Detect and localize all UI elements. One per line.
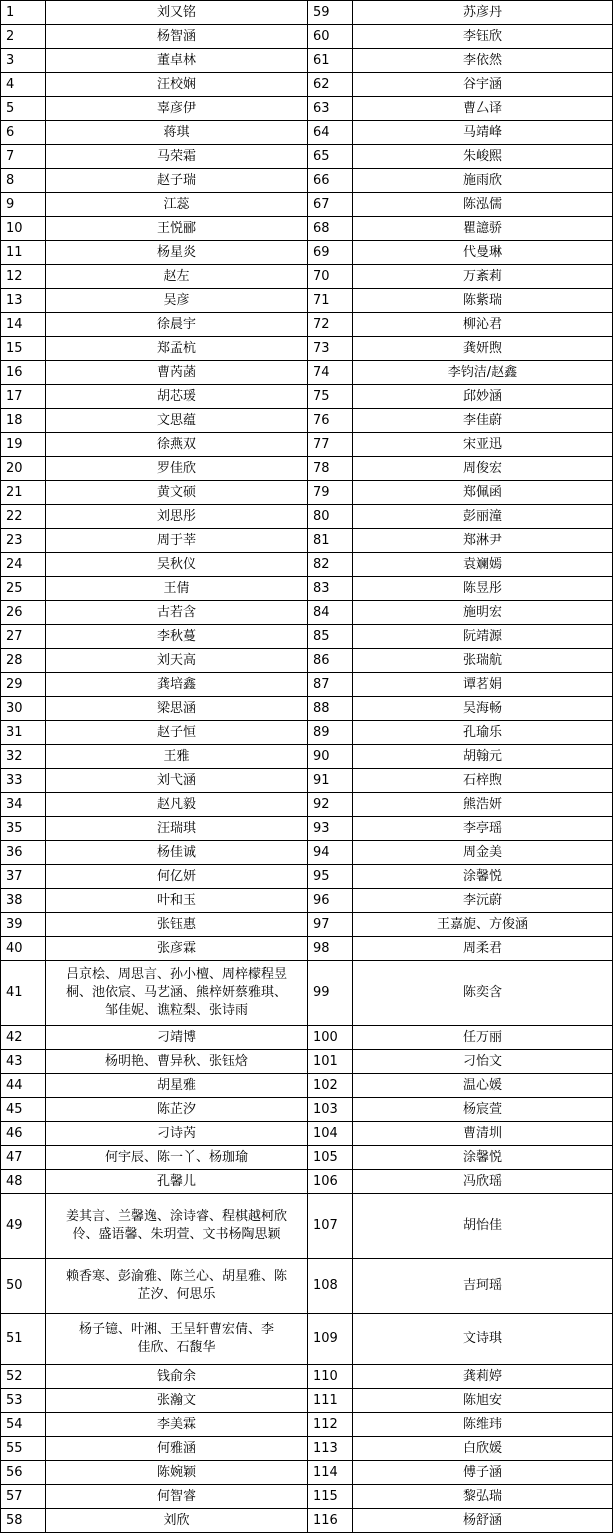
table-row [1,457,613,481]
left-number-cell: 44 [1,1074,46,1098]
left-number-cell: 7 [1,145,46,169]
right-number-cell: 109 [308,1314,353,1365]
right-name-cell: 代曼琳 [353,241,613,265]
right-number-cell: 92 [308,793,353,817]
table-row [1,1146,613,1170]
left-number-cell: 28 [1,649,46,673]
right-name-cell: 熊浩妍 [353,793,613,817]
table-row [1,97,613,121]
table-row [1,481,613,505]
table-row [1,1461,613,1485]
table-row [1,961,613,1026]
right-name-cell: 曹清圳 [353,1122,613,1146]
right-name-cell: 阮靖源 [353,625,613,649]
left-number-cell: 12 [1,265,46,289]
left-name-cell: 李秋蔓 [46,625,308,649]
right-number-cell: 60 [308,25,353,49]
left-name-cell: 蒋琪 [46,121,308,145]
right-name-cell: 石梓煦 [353,769,613,793]
left-number-cell: 4 [1,73,46,97]
table-row [1,1,613,25]
left-number-cell: 20 [1,457,46,481]
table-row [1,289,613,313]
left-number-cell: 13 [1,289,46,313]
right-name-cell: 陈奕含 [353,961,613,1026]
left-name-cell: 赵子恒 [46,721,308,745]
left-number-cell: 2 [1,25,46,49]
left-number-cell: 46 [1,1122,46,1146]
table-row [1,865,613,889]
left-name-cell: 梁思涵 [46,697,308,721]
table-row [1,145,613,169]
right-number-cell: 108 [308,1259,353,1314]
table-row [1,217,613,241]
right-number-cell: 106 [308,1170,353,1194]
right-name-cell: 周柔君 [353,937,613,961]
right-number-cell: 69 [308,241,353,265]
table-row [1,793,613,817]
right-number-cell: 103 [308,1098,353,1122]
left-number-cell: 24 [1,553,46,577]
left-number-cell: 26 [1,601,46,625]
left-name-cell: 王倩 [46,577,308,601]
table-row [1,889,613,913]
left-number-cell: 27 [1,625,46,649]
right-number-cell: 77 [308,433,353,457]
left-number-cell: 19 [1,433,46,457]
left-number-cell: 8 [1,169,46,193]
table-row [1,241,613,265]
left-number-cell: 48 [1,1170,46,1194]
left-name-cell: 罗佳欣 [46,457,308,481]
right-name-cell: 吉珂瑶 [353,1259,613,1314]
left-name-cell: 赵左 [46,265,308,289]
table-row [1,913,613,937]
left-number-cell: 3 [1,49,46,73]
left-name-cell: 钱俞余 [46,1365,308,1389]
right-name-cell: 陈旭安 [353,1389,613,1413]
left-number-cell: 49 [1,1194,46,1259]
right-number-cell: 114 [308,1461,353,1485]
table-row [1,673,613,697]
left-name-cell: 何智睿 [46,1485,308,1509]
left-number-cell: 31 [1,721,46,745]
right-number-cell: 85 [308,625,353,649]
right-name-cell: 施明宏 [353,601,613,625]
right-name-cell: 陈昱彤 [353,577,613,601]
left-name-cell: 汪瑞琪 [46,817,308,841]
left-name-cell: 陈婉颖 [46,1461,308,1485]
right-number-cell: 68 [308,217,353,241]
left-name-cell: 龚培鑫 [46,673,308,697]
right-name-cell: 杨舒涵 [353,1509,613,1533]
left-name-cell: 刘又铭 [46,1,308,25]
table-row [1,361,613,385]
table-row [1,1170,613,1194]
left-name-cell [46,1314,308,1365]
right-name-cell: 陈泓儒 [353,193,613,217]
right-name-cell: 刁怡文 [353,1050,613,1074]
right-number-cell: 65 [308,145,353,169]
right-number-cell: 86 [308,649,353,673]
left-name-cell: 孔馨儿 [46,1170,308,1194]
table-row [1,817,613,841]
left-name-cell: 郑孟杭 [46,337,308,361]
left-name-cell: 王悦郦 [46,217,308,241]
left-name-cell: 马荣霜 [46,145,308,169]
left-number-cell: 38 [1,889,46,913]
right-name-cell: 谭茗娟 [353,673,613,697]
left-name-cell: 何宇辰、陈一丫、杨珈瑜 [46,1146,308,1170]
right-name-cell: 邱妙涵 [353,385,613,409]
left-number-cell: 52 [1,1365,46,1389]
left-name-cell: 陈芷汐 [46,1098,308,1122]
right-number-cell: 110 [308,1365,353,1389]
left-number-cell: 43 [1,1050,46,1074]
left-name-cell: 刘天高 [46,649,308,673]
table-row [1,1413,613,1437]
table-row [1,1194,613,1259]
left-name-cell: 周于莘 [46,529,308,553]
table-row [1,1074,613,1098]
left-name-cell: 辜彦伊 [46,97,308,121]
left-name-cell: 杨智涵 [46,25,308,49]
left-number-cell: 55 [1,1437,46,1461]
right-number-cell: 88 [308,697,353,721]
right-number-cell: 84 [308,601,353,625]
left-number-cell: 1 [1,1,46,25]
left-number-cell: 36 [1,841,46,865]
left-name-cell: 刘思彤 [46,505,308,529]
left-name-cell [46,1194,308,1259]
table-row [1,529,613,553]
table-row [1,409,613,433]
table-row [1,193,613,217]
left-number-cell: 47 [1,1146,46,1170]
left-number-cell: 50 [1,1259,46,1314]
left-number-cell: 40 [1,937,46,961]
right-number-cell: 90 [308,745,353,769]
left-number-cell: 21 [1,481,46,505]
right-number-cell: 71 [308,289,353,313]
left-number-cell: 33 [1,769,46,793]
right-number-cell: 79 [308,481,353,505]
table-row [1,337,613,361]
table-row [1,769,613,793]
right-name-cell: 陈紫瑞 [353,289,613,313]
left-name-cell: 文思蕴 [46,409,308,433]
right-name-cell: 曹厶译 [353,97,613,121]
left-name-cell: 黄文硕 [46,481,308,505]
table-row [1,505,613,529]
right-name-cell: 黎弘瑞 [353,1485,613,1509]
table-row [1,577,613,601]
right-name-cell: 马靖峰 [353,121,613,145]
right-name-cell: 苏彦丹 [353,1,613,25]
left-number-cell: 10 [1,217,46,241]
right-number-cell: 76 [308,409,353,433]
left-name-cell: 吴秋仪 [46,553,308,577]
right-name-cell: 涂馨悦 [353,1146,613,1170]
table-row [1,1365,613,1389]
table-row [1,625,613,649]
right-name-cell: 瞿譩骄 [353,217,613,241]
left-name-cell: 李美霖 [46,1413,308,1437]
right-name-cell: 李钧洁/赵鑫 [353,361,613,385]
table-row [1,385,613,409]
left-name-cell: 汪校娴 [46,73,308,97]
multi-name-text: 赖香寒、彭渝雅、陈兰心、胡星雅、陈芷汐、何思乐 [65,1269,287,1302]
left-number-cell: 42 [1,1026,46,1050]
right-name-cell: 王嘉旎、方俊涵 [353,913,613,937]
right-number-cell: 61 [308,49,353,73]
table-row [1,1122,613,1146]
right-name-cell: 胡怡佳 [353,1194,613,1259]
right-number-cell: 112 [308,1413,353,1437]
left-number-cell: 39 [1,913,46,937]
table-row [1,49,613,73]
table-row [1,1026,613,1050]
right-name-cell: 任万丽 [353,1026,613,1050]
right-name-cell: 吴海畅 [353,697,613,721]
right-name-cell: 郑淋尹 [353,529,613,553]
right-number-cell: 98 [308,937,353,961]
right-name-cell: 胡翰元 [353,745,613,769]
right-name-cell: 郑佩函 [353,481,613,505]
right-name-cell: 李沅蔚 [353,889,613,913]
left-number-cell: 56 [1,1461,46,1485]
right-name-cell: 文诗琪 [353,1314,613,1365]
right-number-cell: 104 [308,1122,353,1146]
right-name-cell: 陈维玮 [353,1413,613,1437]
right-name-cell: 龚莉婷 [353,1365,613,1389]
right-number-cell: 78 [308,457,353,481]
right-number-cell: 101 [308,1050,353,1074]
left-name-cell: 徐晨宇 [46,313,308,337]
right-number-cell: 80 [308,505,353,529]
left-name-cell: 杨佳诚 [46,841,308,865]
left-number-cell: 57 [1,1485,46,1509]
right-number-cell: 93 [308,817,353,841]
right-number-cell: 87 [308,673,353,697]
left-name-cell: 王雅 [46,745,308,769]
right-number-cell: 94 [308,841,353,865]
table-row [1,25,613,49]
left-name-cell: 张钰惠 [46,913,308,937]
right-name-cell: 白欣媛 [353,1437,613,1461]
left-name-cell: 赵子瑞 [46,169,308,193]
right-number-cell: 83 [308,577,353,601]
left-name-cell: 胡芯瑗 [46,385,308,409]
right-name-cell: 张瑞航 [353,649,613,673]
left-number-cell: 29 [1,673,46,697]
left-name-cell: 徐燕双 [46,433,308,457]
right-number-cell: 64 [308,121,353,145]
right-name-cell: 柳沁君 [353,313,613,337]
left-number-cell: 54 [1,1413,46,1437]
right-name-cell: 温心媛 [353,1074,613,1098]
left-number-cell: 53 [1,1389,46,1413]
right-number-cell: 97 [308,913,353,937]
table-row [1,745,613,769]
left-name-cell [46,961,308,1026]
right-name-cell: 施雨欣 [353,169,613,193]
table-row [1,1314,613,1365]
left-number-cell: 35 [1,817,46,841]
right-name-cell: 涂馨悦 [353,865,613,889]
table-row [1,1485,613,1509]
right-number-cell: 70 [308,265,353,289]
left-number-cell: 30 [1,697,46,721]
left-name-cell: 杨星炎 [46,241,308,265]
right-number-cell: 116 [308,1509,353,1533]
roster-table-body [1,1,613,1533]
table-row [1,169,613,193]
right-number-cell: 100 [308,1026,353,1050]
right-name-cell: 傅子涵 [353,1461,613,1485]
table-row [1,1259,613,1314]
right-name-cell: 朱峻熙 [353,145,613,169]
table-row [1,1389,613,1413]
left-number-cell: 45 [1,1098,46,1122]
multi-name-text: 杨子镱、叶湘、王呈轩曹宏倩、李佳欣、石馥华 [78,1322,274,1355]
right-number-cell: 74 [308,361,353,385]
table-row [1,313,613,337]
left-number-cell: 16 [1,361,46,385]
left-number-cell: 6 [1,121,46,145]
left-name-cell: 张瀚文 [46,1389,308,1413]
right-number-cell: 63 [308,97,353,121]
table-row [1,841,613,865]
right-number-cell: 111 [308,1389,353,1413]
right-number-cell: 89 [308,721,353,745]
left-number-cell: 23 [1,529,46,553]
left-name-cell: 古若含 [46,601,308,625]
right-name-cell: 杨宸萱 [353,1098,613,1122]
right-name-cell: 龚妍煦 [353,337,613,361]
right-number-cell: 82 [308,553,353,577]
table-row [1,1050,613,1074]
left-name-cell: 何雅涵 [46,1437,308,1461]
left-name-cell: 赵凡毅 [46,793,308,817]
table-row [1,73,613,97]
table-row [1,697,613,721]
left-name-cell: 刁诗芮 [46,1122,308,1146]
right-number-cell: 67 [308,193,353,217]
left-number-cell: 14 [1,313,46,337]
left-number-cell: 25 [1,577,46,601]
left-name-cell: 胡星雅 [46,1074,308,1098]
right-name-cell: 彭丽潼 [353,505,613,529]
right-name-cell: 冯欣瑶 [353,1170,613,1194]
table-row [1,265,613,289]
table-row [1,553,613,577]
left-number-cell: 34 [1,793,46,817]
left-number-cell: 18 [1,409,46,433]
right-name-cell: 孔瑜乐 [353,721,613,745]
left-name-cell [46,1259,308,1314]
left-name-cell: 曹芮菡 [46,361,308,385]
right-number-cell: 95 [308,865,353,889]
right-number-cell: 81 [308,529,353,553]
right-number-cell: 113 [308,1437,353,1461]
left-number-cell: 58 [1,1509,46,1533]
right-number-cell: 115 [308,1485,353,1509]
left-name-cell: 叶和玉 [46,889,308,913]
left-number-cell: 17 [1,385,46,409]
left-number-cell: 51 [1,1314,46,1365]
multi-name-text: 吕京桧、周思言、孙小檀、周梓檬程昱桐、池依宸、马艺涵、熊梓妍蔡雅琪、邹佳妮、谯粒梨、张诗雨 [65,967,287,1018]
right-name-cell: 宋亚迅 [353,433,613,457]
table-row [1,1509,613,1533]
left-name-cell: 刘欣 [46,1509,308,1533]
right-number-cell: 62 [308,73,353,97]
table-row [1,433,613,457]
left-name-cell: 江蕊 [46,193,308,217]
left-name-cell: 刘弋涵 [46,769,308,793]
left-number-cell: 15 [1,337,46,361]
right-name-cell: 万紊莉 [353,265,613,289]
right-name-cell: 李佳蔚 [353,409,613,433]
table-row [1,937,613,961]
right-number-cell: 75 [308,385,353,409]
right-name-cell: 李钰欣 [353,25,613,49]
left-name-cell: 吴彦 [46,289,308,313]
right-number-cell: 73 [308,337,353,361]
table-row [1,721,613,745]
table-row [1,601,613,625]
right-number-cell: 66 [308,169,353,193]
left-name-cell: 董卓林 [46,49,308,73]
right-number-cell: 105 [308,1146,353,1170]
right-name-cell: 李亭瑶 [353,817,613,841]
right-number-cell: 96 [308,889,353,913]
table-row [1,1437,613,1461]
right-name-cell: 李依然 [353,49,613,73]
left-number-cell: 9 [1,193,46,217]
left-number-cell: 32 [1,745,46,769]
right-number-cell: 102 [308,1074,353,1098]
multi-name-text: 姜其言、兰馨逸、涂诗睿、程棋越柯欣伶、盛语馨、朱玥萱、文书杨陶思颖 [65,1209,287,1242]
left-name-cell: 杨明艳、曹异秋、张钰焓 [46,1050,308,1074]
table-row [1,1098,613,1122]
table-row [1,649,613,673]
left-number-cell: 11 [1,241,46,265]
right-name-cell: 周金美 [353,841,613,865]
right-number-cell: 107 [308,1194,353,1259]
left-number-cell: 37 [1,865,46,889]
right-number-cell: 99 [308,961,353,1026]
left-number-cell: 5 [1,97,46,121]
right-number-cell: 91 [308,769,353,793]
left-name-cell: 张彦霖 [46,937,308,961]
right-name-cell: 谷宇涵 [353,73,613,97]
right-name-cell: 袁斓嫣 [353,553,613,577]
left-number-cell: 41 [1,961,46,1026]
table-row [1,121,613,145]
right-number-cell: 72 [308,313,353,337]
left-name-cell: 何亿妍 [46,865,308,889]
right-name-cell: 周俊宏 [353,457,613,481]
left-number-cell: 22 [1,505,46,529]
right-number-cell: 59 [308,1,353,25]
left-name-cell: 刁靖博 [46,1026,308,1050]
